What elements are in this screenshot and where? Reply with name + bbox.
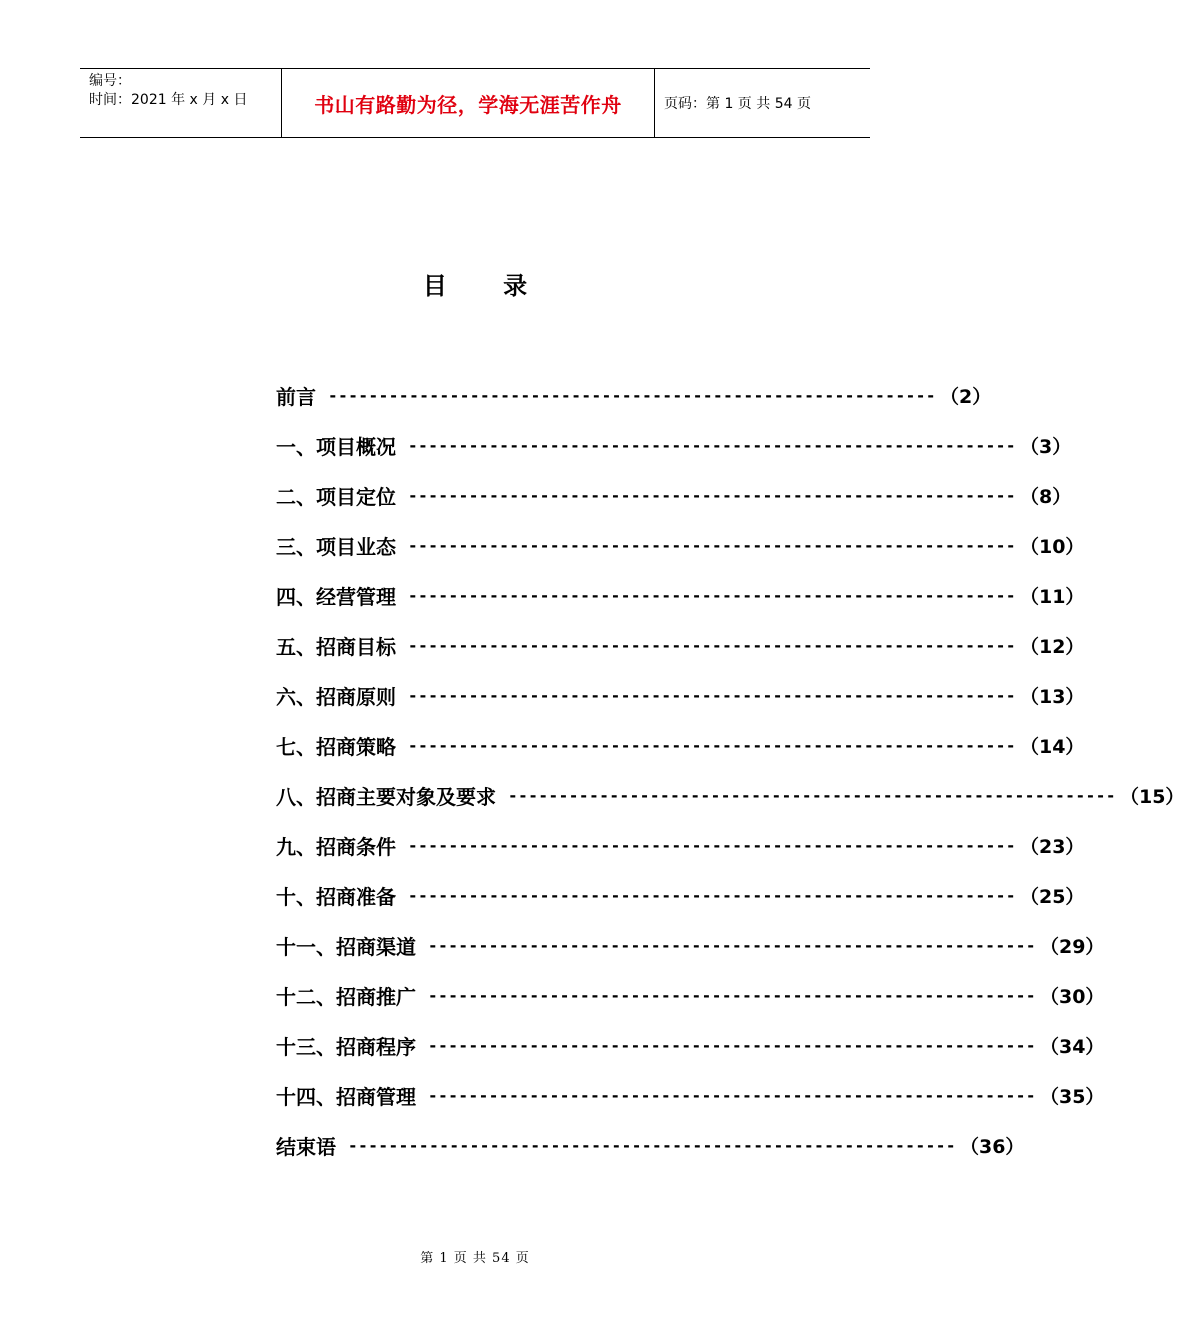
toc-entry[interactable] — [276, 720, 1085, 770]
toc-entry-label: 四、经营管理 — [276, 584, 396, 609]
toc-leader-dashes: ------------------------------------------------------------ — [408, 735, 1016, 755]
toc-entry-label: 十四、招商管理 — [276, 1084, 416, 1109]
toc-entry[interactable] — [276, 370, 992, 420]
toc-entry-page: （12） — [1019, 635, 1085, 658]
toc-entry-page: （25） — [1019, 885, 1085, 908]
toc-leader-dashes: ------------------------------------------------------------ — [408, 535, 1016, 555]
toc-leader-dashes: ------------------------------------------------------------ — [508, 785, 1116, 805]
toc-entry-page: （3） — [1019, 435, 1072, 458]
motto: 书山有路勤为径，学海无涯苦作舟 — [314, 92, 622, 117]
toc-entry-page: （13） — [1019, 685, 1085, 708]
toc-leader-dashes: ------------------------------------------------------------ — [408, 685, 1016, 705]
toc-entry-label: 三、项目业态 — [276, 534, 396, 559]
toc-entry-page: （35） — [1039, 1085, 1105, 1108]
toc-leader-dashes: ------------------------------------------------------------ — [428, 1085, 1036, 1105]
toc-entry-label: 二、项目定位 — [276, 484, 396, 509]
toc-entry[interactable] — [276, 970, 1105, 1020]
toc-entry-page: （36） — [959, 1135, 1025, 1158]
number-label: 编号： — [89, 73, 131, 89]
toc-entry-label: 九、招商条件 — [276, 834, 396, 859]
toc-entry[interactable] — [276, 470, 1072, 520]
toc-entry[interactable] — [276, 770, 1184, 820]
toc-leader-dashes: ------------------------------------------------------------ — [348, 1135, 956, 1155]
page-header — [80, 68, 870, 138]
toc-entry-page: （14） — [1019, 735, 1085, 758]
toc-entry[interactable] — [276, 570, 1085, 620]
toc-entry-label: 十三、招商程序 — [276, 1034, 416, 1059]
table-of-contents — [276, 370, 1184, 1170]
toc-entry[interactable] — [276, 1070, 1105, 1120]
toc-entry-page: （15） — [1119, 785, 1184, 808]
toc-leader-dashes: ------------------------------------------------------------ — [428, 1035, 1036, 1055]
toc-entry[interactable] — [276, 1120, 1025, 1170]
toc-leader-dashes: ------------------------------------------------------------ — [408, 585, 1016, 605]
toc-entry-label: 八、招商主要对象及要求 — [276, 784, 496, 809]
toc-entry-page: （8） — [1019, 485, 1072, 508]
toc-entry[interactable] — [276, 870, 1085, 920]
toc-entry-label: 一、项目概况 — [276, 434, 396, 459]
header-page-cell — [655, 69, 870, 137]
toc-leader-dashes: ------------------------------------------------------------ — [408, 885, 1016, 905]
toc-title: 目 录 — [422, 272, 552, 300]
toc-entry-label: 十一、招商渠道 — [276, 934, 416, 959]
toc-leader-dashes: ------------------------------------------------------------ — [408, 835, 1016, 855]
toc-entry[interactable] — [276, 820, 1085, 870]
toc-entry[interactable] — [276, 520, 1085, 570]
toc-entry-label: 结束语 — [276, 1134, 336, 1159]
toc-leader-dashes: ------------------------------------------------------------ — [428, 985, 1036, 1005]
toc-entry[interactable] — [276, 620, 1085, 670]
time-label: 时间：2021 年 x 月 x 日 — [89, 92, 248, 108]
toc-entry-page: （2） — [939, 385, 992, 408]
toc-entry-label: 前言 — [276, 384, 316, 409]
header-meta — [80, 69, 282, 137]
toc-entry-label: 七、招商策略 — [276, 734, 396, 759]
header-motto-cell — [282, 69, 655, 137]
toc-entry-page: （29） — [1039, 935, 1105, 958]
toc-entry-label: 五、招商目标 — [276, 634, 396, 659]
toc-entry-label: 六、招商原则 — [276, 684, 396, 709]
toc-entry-label: 十、招商准备 — [276, 884, 396, 909]
toc-entry[interactable] — [276, 1020, 1105, 1070]
toc-leader-dashes: ------------------------------------------------------------ — [408, 485, 1016, 505]
toc-entry-page: （23） — [1019, 835, 1085, 858]
toc-entry-page: （34） — [1039, 1035, 1105, 1058]
page-info: 页码：第 1 页 共 54 页 — [664, 96, 811, 112]
toc-entry-page: （11） — [1019, 585, 1085, 608]
toc-entry-page: （30） — [1039, 985, 1105, 1008]
toc-leader-dashes: ------------------------------------------------------------ — [328, 385, 936, 405]
toc-entry[interactable] — [276, 920, 1105, 970]
page-footer: 第 1 页 共 54 页 — [420, 1251, 530, 1266]
toc-entry[interactable] — [276, 670, 1085, 720]
toc-entry[interactable] — [276, 420, 1072, 470]
toc-entry-page: （10） — [1019, 535, 1085, 558]
toc-entry-label: 十二、招商推广 — [276, 984, 416, 1009]
toc-leader-dashes: ------------------------------------------------------------ — [428, 935, 1036, 955]
toc-leader-dashes: ------------------------------------------------------------ — [408, 435, 1016, 455]
toc-leader-dashes: ------------------------------------------------------------ — [408, 635, 1016, 655]
